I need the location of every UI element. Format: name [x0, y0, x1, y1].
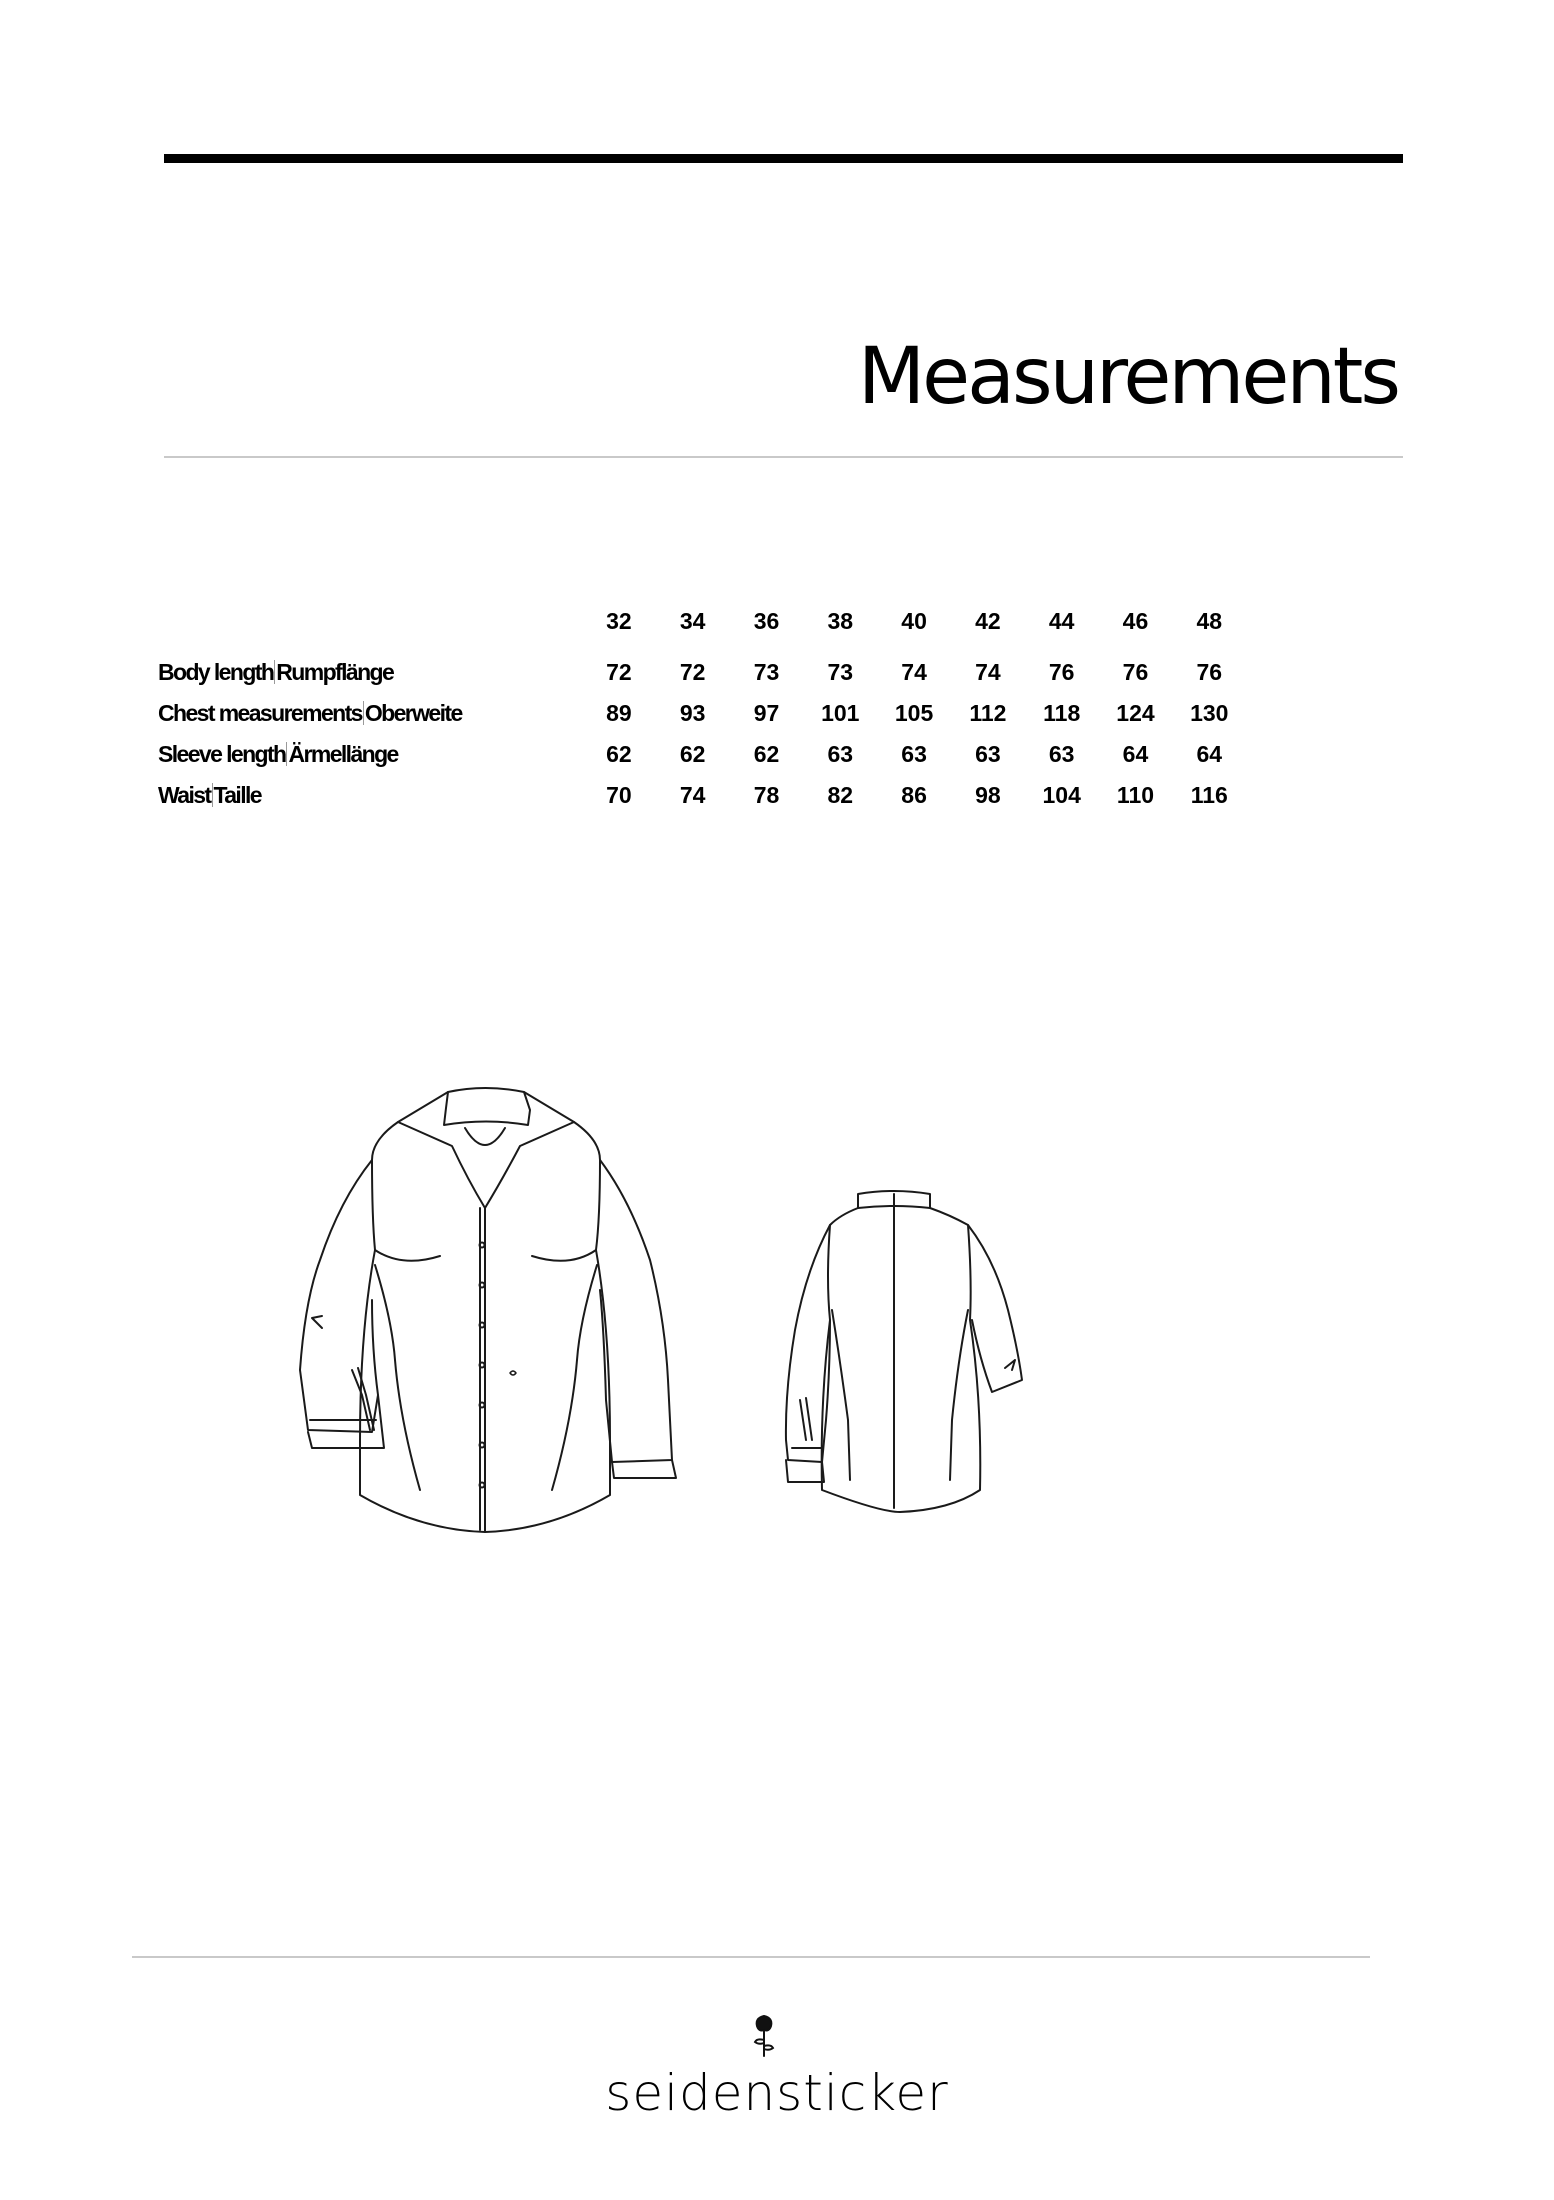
table-cell: 72	[606, 659, 632, 685]
table-cell: 62	[679, 741, 706, 767]
table-cell: 105	[894, 700, 934, 726]
table-cell: 64	[1196, 741, 1223, 767]
table-cell: 98	[975, 782, 1001, 808]
row-label-de: Ärmellänge	[288, 741, 398, 767]
garment-illustrations	[0, 1060, 1554, 1560]
row-label-de: Oberweite	[364, 700, 462, 726]
table-cell: 74	[679, 782, 706, 808]
table-cell: 76	[1196, 659, 1223, 685]
row-label	[158, 734, 582, 775]
table-cell: 116	[1190, 782, 1228, 808]
table-cell: 118	[1043, 700, 1081, 726]
table-row-sleeve	[158, 734, 1246, 775]
table-cell: 74	[975, 659, 1001, 685]
table-cell: 74	[901, 659, 927, 685]
size-header-label	[158, 608, 582, 652]
table-cell: 73	[753, 659, 780, 685]
table-cell: 86	[901, 782, 927, 808]
title-divider	[164, 456, 1403, 458]
table-cell: 112	[969, 700, 1007, 726]
table-row-chest	[158, 693, 1246, 734]
row-label	[158, 652, 582, 693]
top-rule	[164, 154, 1403, 163]
row-label-de: Rumpflänge	[276, 659, 394, 685]
table-row-body-length	[158, 652, 1246, 693]
size-header: 40	[901, 608, 927, 634]
size-header: 32	[606, 608, 632, 634]
size-header: 36	[753, 608, 780, 634]
size-header: 48	[1196, 608, 1223, 634]
size-header: 44	[1048, 608, 1075, 634]
table-cell: 130	[1190, 700, 1229, 726]
blouse-back-icon	[786, 1191, 1022, 1512]
table-cell: 93	[679, 700, 706, 726]
table-cell: 73	[827, 659, 854, 685]
table-cell: 62	[753, 741, 780, 767]
row-label	[158, 693, 582, 734]
size-header: 42	[975, 608, 1001, 634]
table-cell: 70	[606, 782, 632, 808]
size-header: 46	[1122, 608, 1149, 634]
row-label-en: Waist	[158, 782, 211, 808]
table-cell: 63	[1048, 741, 1075, 767]
table-cell: 97	[753, 700, 780, 726]
row-label-de: Taille	[213, 782, 261, 808]
table-cell: 62	[606, 741, 632, 767]
size-header: 34	[679, 608, 706, 634]
table-cell: 63	[901, 741, 927, 767]
table-cell: 104	[1042, 782, 1081, 808]
row-label	[158, 775, 582, 816]
table-row-waist	[158, 775, 1246, 816]
table-cell: 63	[975, 741, 1001, 767]
table-cell: 110	[1116, 782, 1155, 808]
rose-icon	[749, 2012, 779, 2058]
table-cell: 76	[1122, 659, 1149, 685]
row-label-en: Chest measurements	[158, 700, 362, 726]
table-cell: 72	[679, 659, 706, 685]
row-label-en: Sleeve length	[158, 741, 286, 767]
size-header-row	[158, 608, 1246, 652]
table-cell: 63	[827, 741, 854, 767]
row-label-en: Body length	[158, 659, 274, 685]
table-cell: 101	[821, 700, 860, 726]
footer-divider	[132, 1956, 1370, 1958]
table-cell: 64	[1122, 741, 1149, 767]
label-separator	[363, 701, 364, 725]
size-table	[158, 608, 1246, 816]
brand-name: seidensticker	[605, 2064, 949, 2122]
table-cell: 89	[606, 700, 632, 726]
blouse-front-icon	[300, 1088, 676, 1532]
page-title: Measurements	[857, 332, 1398, 422]
table-cell: 76	[1048, 659, 1075, 685]
table-cell: 78	[753, 782, 780, 808]
table-cell: 124	[1116, 700, 1155, 726]
table-cell: 82	[827, 782, 854, 808]
label-separator	[212, 783, 213, 807]
size-header: 38	[827, 608, 854, 634]
